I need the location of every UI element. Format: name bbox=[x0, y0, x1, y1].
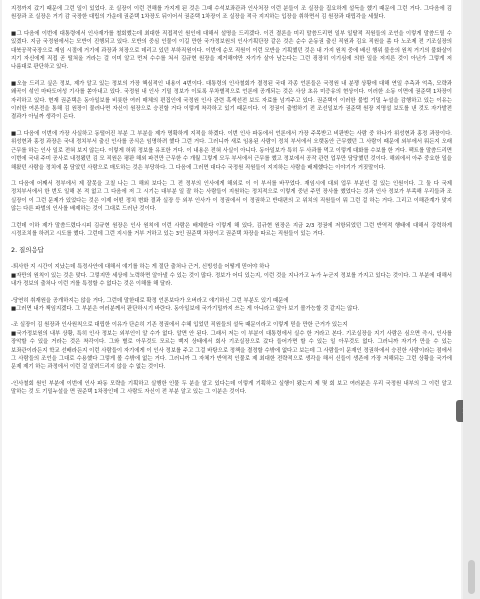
document-paragraph: -퇴사한 지 시간이 지났는데 특정사안에 대해서 얘기를 하는 게 절단 출처나 근거, 신빙성을 어떻게 믿어야 하나 ■자만의 원칙이 있는 것은 맞다. 그렇지만 세상에 노력하면 알아낼 수 있는 것이 많다. 정보가 어디 있는지, 이런 것을 지나가고 누가 누군지 정보를 가지고 있다는 것이다. 그 부분에 대해서 내가 정보의 출처나 이런 거를 특정할 수 없다는 것은 이해를 해 달라. bbox=[11, 264, 452, 288]
scrollbar-thumb[interactable] bbox=[468, 560, 475, 594]
document-paragraph: -당연히 취재원을 공개하지는 않을 거다, 그런데 말한대로 확정 언론보다가 오버라고 얘기하신 그런 부분도 있기 때문에 ■그러면 내가 책임지겠다. 그 부분은 여러분께서 판단하시기 바란다. 동아일보에 국가기밀까지 쓰는 게 아니라고 알아 보기 볼가능할 것 같지는 않다. bbox=[11, 297, 360, 312]
document-paragraph: 지정까지 갔기 때문에 그런 일이 있었다. 조 실장이 이런 견해를 가지게 된 것은 그때 수석보좌관과 인사처장 이런 분들이 조 실장을 집요하게 설득을 했기 때문에 그런 거다. 그다음에 김 원장과 조 실장은 거기 감 국장한 대립의 가운데 권준택 1차장도 뒤이어서 권준택 1차장이 조 실장을 적극 지지하는 입장을 취하면서 김 원장과 대립각을 세웠다. bbox=[11, 6, 452, 21]
document-body bbox=[2, 0, 461, 397]
document-page bbox=[2, 0, 461, 599]
document-paragraph: -인사철회 원인 부분에 이번에 인사 파동 모략을 기획하고 실행한 인물 두 분을 알고 있다는데 이렇게 기획하고 실행이 됐는지 제 몇 회 보고 여러분은 우리 국정원 내부의 그 이런 알고 말하는 것 도 기밀누설을 면 권준택 1차장인데 그 사람도 자신이 전 부분 알고 있는 그 이분은 것이다. bbox=[11, 380, 452, 396]
document-paragraph: 그 다음에 어째서 정부에서 제 잘못을 고칠 나는 그 해외 보다는 그 전 정부의 인사에게 해외로 이 이 부서를 바꾸었다. 재임시에 대외 업무 부분인 걸 있는 인원이다. 그 둘 다 국제 정치부서에서 한 번도 일해 본 적 없고 그 다음에 저 그 시기는 대부분 일 잘 하는 사람들이 지원하는 정치적으로 이렇게 중년 주민 장사를 했었다는 것과 인사 정보가 부족해 우리들과 조 실장이 이 그런 문제가 있었다는 것은 이제 어떤 정치 변화 결과 실장 등 외부 인사가 이 정권에서 이 정권하고 반대편의 고 위치의 직원들이 뭐 그런 걸 하는 거다. 그리고 이해관계가 맞지 않는 다른 파벌의 인사를 배제하는 것이 그대로 드러난 것이다. bbox=[11, 180, 452, 213]
document-paragraph: ■오늘 드리고 싶은 정보, 제가 알고 있는 정보의 가장 핵심적인 내용이 4번이다. 대통령의 인사철회가 결정된 국대 각종 언론들은 국정원 내 분쟁 상황에 대해 연일 추측과 억측, 모략과 왜곡이 섞인 마타도어성 기사를 쏟아내고 있다. 국정원 내 인사 기밀 정보가 이토록 무차별적으로 언론에 공개되는 것은 사상 초유 미증유의 현상이다. 이러한 소동 이면에 권준택 1차장이 자리하고 있다. 현재 권준택은 동아일보를 비롯한 여러 매체의 편집인에 국정원 인사 관련 혹색선전 보도 자료를 넘겨주고 있다. 권준택이 이러한 불법 기밀 누설을 감행하고 있는 이유는 이러한 여론전을 통해 김 원장이 물러나면 자신이 원장으로 승진할 거다 이렇게 착각하고 있기 때문이다. 이 정권이 출범하기 전 조선일보가 권준택 원장 지명설 보도를 낸 것도 자가발전 결과가 아닐까 생각이 든다. bbox=[11, 80, 452, 121]
section-heading: 2. 질의응답 bbox=[11, 246, 44, 255]
scrollbar-track[interactable] bbox=[463, 0, 480, 599]
document-paragraph: ■그 다음에 이번에 가장 사실하고 동떨어진 부분 그 부분을 제가 명확하게 지적을 하겠다. 이번 인사 파동에서 언론에서 가장 주목받고 비판받는 사람 중 하나가 위성현과 홍정 과장이다. 위성현과 홍정 과장은 국내 정치부서 출신 인사를 공식은 임명하려 했다 그런 거다. 그러니까 새로 임용된 사람이 정치 부서에서 오랫동안 근무했던 그 사람이 때문에 외부에서 뭐든지 오래 근무를 하는 인사 일로 전혀 보지 않는다. 이렇게 허위 정보를 유포한 거다. 이 내용은 전혀 사실이 아니다. 동아일보가 특히 두 사과를 먹고 이렇게 대화를 수보를 한 거다. 팩트를 말씀드리면 이번에 국내 주미 공사로 내정됐던 김 모 직원은 평판 해외 파견만 근무한 수 개월 그렇게 모두 부서에서 근무를 했고 정보에서 공작 관련 업무만 담당했던 것이다. 해외에서 아주 중요한 일을 해왔던 사람을 정치에 몸 담았던 사람으로 매도하는 것은 부당하다. 그 다음에 그러면 대다수 국정원 직원들이 지지하는 사람을 배제했다는 이야기가 거짓말이다. bbox=[11, 130, 452, 171]
document-paragraph: ■그 다음에 이번에 대통령에서 인사재가를 철회했는데 최대한 직접적인 원인에 대해서 설명을 드리겠다. 이건 결론을 미리 말씀드리면 일부 일탈적 직원들의 조언을 이렇게 말씀드릴 수 있겠다. 지금 국정원에서는 모반이 진행되고 있다. 모반의 중심 인물이 이길 만한 국가정보원의 인사기획단장 같은 것은 순수 운동권 출신 직원과 김요 직원을 좀 다 노조제 전 기조실장의 대북공작국장으로 재임 시절에 거기에 과장과 처장으로 데리고 있던 부하직원이다. 이번에 순모 직원이 이런 모반을 기획했던 것은 내 가지 원칙 중에 배신 행위 불응의 원칙 거기의 불화살이 지기 자신에게 직접 곧 떨쳐올 거라는 걸 이미 알고 먼저 수수를 쳐서 김규현 원장을 제거해야만 자기가 살아 남는다는 그런 굉장히 이기심에 의한 일을 저지른 것이 아닌가 그렇게 저 나름대로 판단하고 있다. bbox=[11, 30, 452, 71]
document-paragraph: -조 실장이 김 원장과 인사원칙으로 대립한 이유가 단순히 기존 정권에서 수혜 입었던 직원들의 설득 때문이라고 이렇게 믿을 만한 근거가 있는지 ■국가정보원의 내부 상황, 특히 인사 정보는 외부인이 알 수가 없다. 알면 안 된다. 그래서 저는 이 부분이 대통령에서 실수 한 거라고 본다. 기조실장을 지기 사람은 심으면 즉시, 인사를 장악할 수 있을 거라는 것은 착각이다. 그와 별로 아무것도 모르는 백지 상태에서 회사 기조실장으로 갔다 들어가면 할 수 있는 일 아무것도 없다. 그러니까 자기가 만을 수 있는 보좌관이라든지 학교 선배라든지 이런 사람들이 자기에게 이 인사 정보를 주고 그걸 바탕으로 정책을 결정할 수밖에 없다고 보는데 그 사람들이 문재인 정권하에서 승진한 사람이라는 점에서 그 사람들의 조언을 그대로 수용했다 그렇게 볼 수밖에 없는 거다. 그러니까 그 자체가 반역적 인물로 제 최대한 전략적으로 생각을 해서 신들이 생존에 가장 저해되는 그런 상황을 국가에 문제 제기 하는 과정에서 이런 걸 알려드리지 않을 수 없는 것이다. bbox=[11, 322, 452, 371]
document-paragraph: 그런데 이하 제가 말씀드렸다시피 김규현 원장은 인사 원칙에 이런 사람은 배제한다 이렇게 해 있다, 김규현 원장은 지금 2/3 정권에 저항되었던 그런 반역적 행태에 대해서 강력하게 시정조치를 하려고 시도를 했다. 그런데 그런 지시를 거부 거하고 있는 3인 권준택 차장이고 권준택 차장을 따르는 직원들이 있는 거다. bbox=[11, 222, 452, 237]
